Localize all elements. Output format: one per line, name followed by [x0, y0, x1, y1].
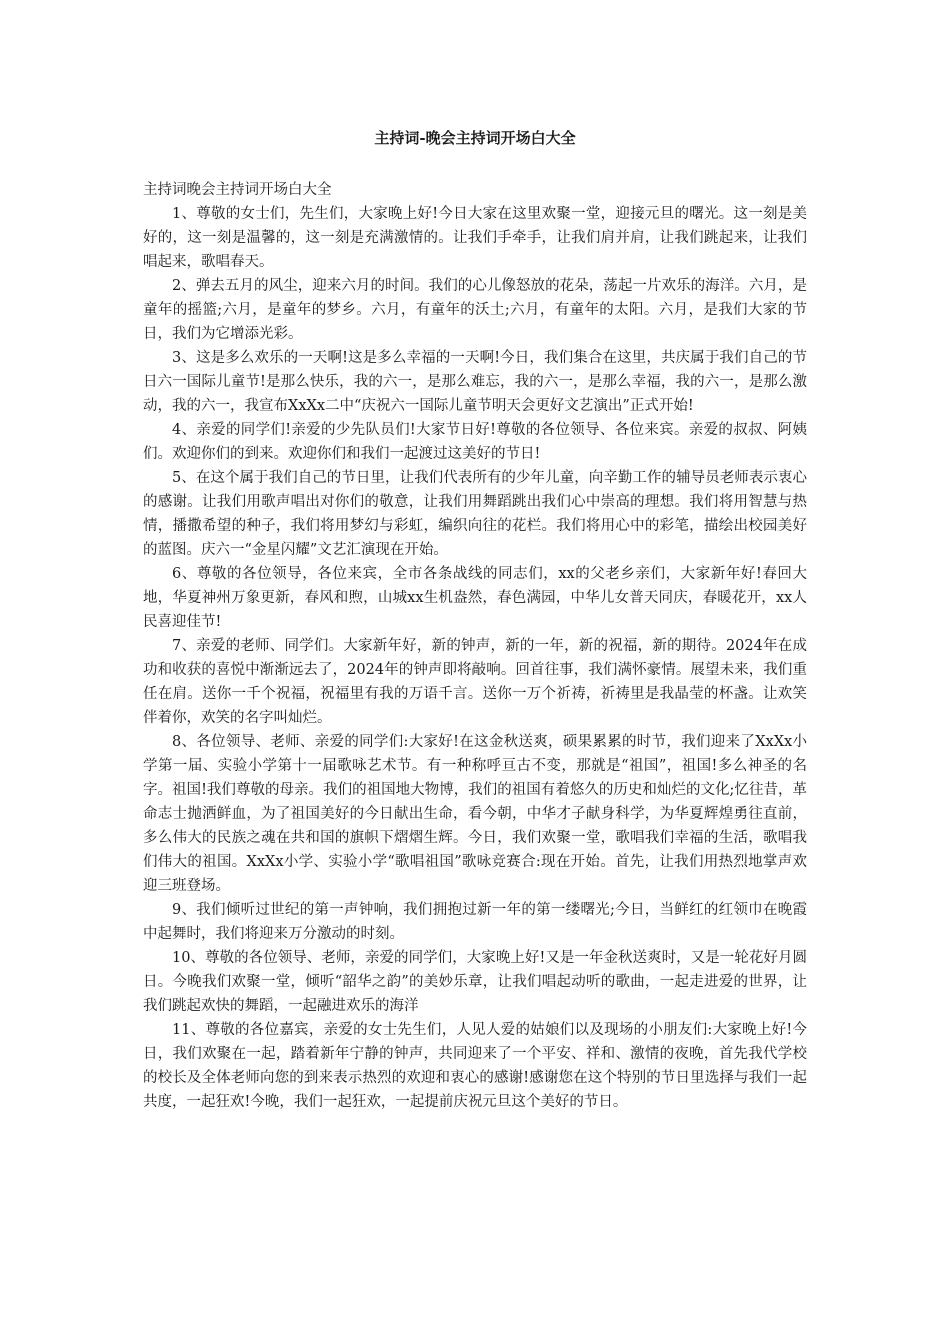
paragraph-10: 10、尊敬的各位领导、老师，亲爱的同学们，大家晚上好!又是一年金秋送爽时，又是一轮花好月圆日。今晚我们欢聚一堂，倾听“韶华之韵”的美妙乐章，让我们唱起动听的歌曲，一起走进爱的世界，让我们跳起欢快的舞蹈，一起融进欢乐的海洋 [143, 950, 807, 1014]
paragraph-9: 9、我们倾听过世纪的第一声钟响，我们拥抱过新一年的第一缕曙光;今日，当鲜红的红领巾在晚霞中起舞时，我们将迎来万分激动的时刻。 [143, 902, 807, 942]
paragraph-7: 7、亲爱的老师、同学们。大家新年好，新的钟声，新的一年，新的祝福，新的期待。2024年在成功和收获的喜悦中渐渐远去了，2024年的钟声即将敲响。回首往事，我们满怀豪情。展望未来，我们重任在肩。送你一千个祝福，祝福里有我的万语千言。送你一万个祈祷，祈祷里是我晶莹的杯盏。让欢笑伴着你，欢笑的名字叫灿烂。 [143, 638, 807, 726]
paragraph-2: 2、弹去五月的风尘，迎来六月的时间。我们的心儿像怒放的花朵，荡起一片欢乐的海洋。六月，是童年的摇篮;六月，是童年的梦乡。六月，有童年的沃土;六月，有童年的太阳。六月，是我们大家的节日，我们为它增添光彩。 [143, 278, 807, 342]
paragraph-1: 1、尊敬的女士们，先生们，大家晚上好!今日大家在这里欢聚一堂，迎接元旦的曙光。这一刻是美好的，这一刻是温馨的，这一刻是充满激情的。让我们手牵手，让我们肩并肩，让我们跳起来，让我们唱起来，歌唱春天。 [143, 206, 807, 270]
paragraph-11: 11、尊敬的各位嘉宾，亲爱的女士先生们，人见人爱的姑娘们以及现场的小朋友们:大家晚上好!今日，我们欢聚在一起，踏着新年宁静的钟声，共同迎来了一个平安、祥和、激情的夜晚，首先我代学校的校长及全体老师向您的到来表示热烈的欢迎和衷心的感谢!感谢您在这个特别的节日里选择与我们一起共度，一起狂欢!今晚，我们一起狂欢，一起提前庆祝元旦这个美好的节日。 [143, 1022, 807, 1110]
paragraph-8: 8、各位领导、老师、亲爱的同学们:大家好!在这金秋送爽，硕果累累的时节，我们迎来了XxXx小学第一届、实验小学第十一届歌咏艺术节。有一种称呼亘古不变，那就是“祖国”，祖国!多么神圣的名字。祖国!我们尊敬的母亲。我们的祖国地大物博，我们的祖国有着悠久的历史和灿烂的文化;忆往昔，革命志士抛洒鲜血，为了祖国美好的今日献出生命，看今朝，中华才子献身科学，为华夏辉煌勇往直前，多么伟大的民族之魂在共和国的旗帜下熠熠生辉。今日，我们欢聚一堂，歌唱我们幸福的生活，歌唱我们伟大的祖国。XxXx小学、实验小学“歌唱祖国”歌咏竞赛合:现在开始。首先，让我们用热烈地掌声欢迎三班登场。 [143, 734, 807, 894]
document-subtitle: 主持词晚会主持词开场白大全 [143, 182, 332, 198]
paragraph-4: 4、亲爱的同学们!亲爱的少先队员们!大家节日好!尊敬的各位领导、各位来宾。亲爱的叔叔、阿姨们。欢迎你们的到来。欢迎你们和我们一起渡过这美好的节日! [143, 422, 807, 462]
document-page [143, 0, 807, 1114]
document-title: 主持词-晚会主持词开场白大全 [374, 129, 576, 147]
paragraph-5: 5、在这个属于我们自己的节日里，让我们代表所有的少年儿童，向辛勤工作的辅导员老师表示衷心的感谢。让我们用歌声唱出对你们的敬意，让我们用舞蹈跳出我们心中崇高的理想。我们将用智慧与热情，播撒希望的种子，我们将用梦幻与彩虹，编织向往的花栏。我们将用心中的彩笔，描绘出校园美好的蓝图。庆六一“金星闪耀”文艺汇演现在开始。 [143, 470, 807, 558]
paragraph-3: 3、这是多么欢乐的一天啊!这是多么幸福的一天啊!今日，我们集合在这里，共庆属于我们自己的节日六一国际儿童节!是那么快乐，我的六一，是那么难忘，我的六一，是那么幸福，我的六一，是那么激动，我的六一，我宣布XxXx二中“庆祝六一国际儿童节明天会更好文艺演出”正式开始! [143, 350, 807, 414]
paragraph-6: 6、尊敬的各位领导，各位来宾，全市各条战线的同志们，xx的父老乡亲们，大家新年好!春回大地，华夏神州万象更新，春风和煦，山城xx生机盎然，春色满园，中华儿女普天同庆，春暖花开，xx人民喜迎佳节! [143, 566, 807, 630]
